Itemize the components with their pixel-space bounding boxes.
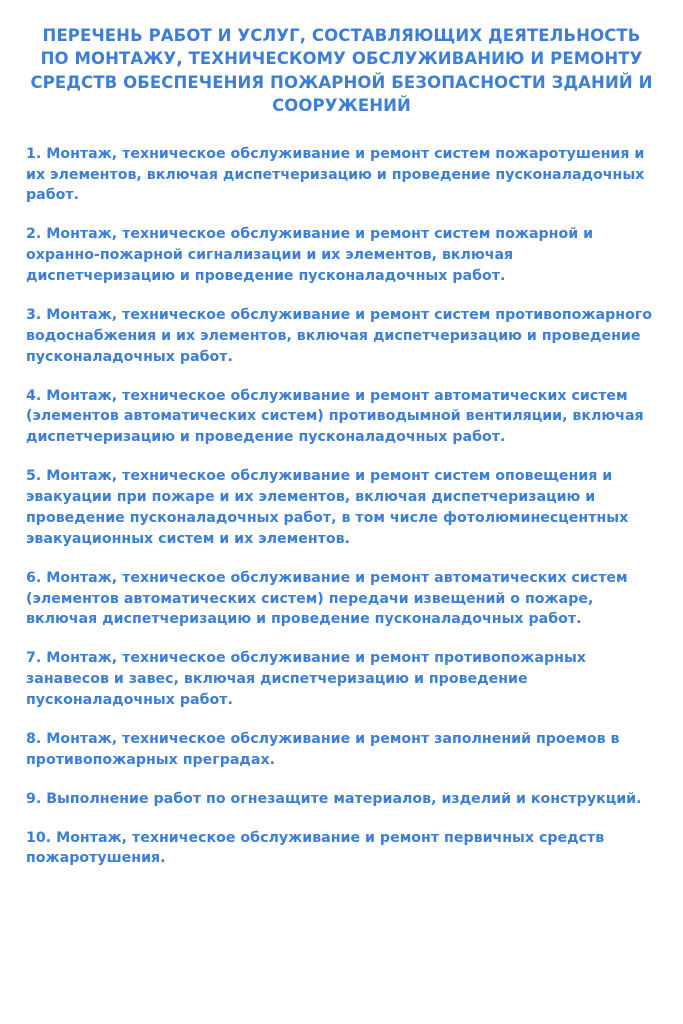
list-item: 1. Монтаж, техническое обслуживание и ремонт систем пожаротушения и их элементов, включая диспетчеризацию и проведение пусконаладочных работ. — [26, 145, 645, 204]
list-item: 10. Монтаж, техническое обслуживание и ремонт первичных средств пожаротушения. — [26, 829, 605, 867]
list-item: 4. Монтаж, техническое обслуживание и ремонт автоматических систем (элементов автоматических систем) противодымной вентиляции, включая диспетчеризацию и проведение пусконаладочных работ. — [26, 387, 644, 446]
list-item: 8. Монтаж, техническое обслуживание и ремонт заполнений проемов в противопожарных преградах. — [26, 730, 620, 768]
page-title: ПЕРЕЧЕНЬ РАБОТ И УСЛУГ, СОСТАВЛЯЮЩИХ ДЕЯТЕЛЬНОСТЬ ПО МОНТАЖУ, ТЕХНИЧЕСКОМУ ОБСЛУЖИВАНИЮ И РЕМОНТУ СРЕДСТВ ОБЕСПЕЧЕНИЯ ПОЖАРНОЙ БЕЗОПАСНОСТИ ЗДАНИЙ И СООРУЖЕНИЙ — [30, 26, 653, 116]
list-item: 7. Монтаж, техническое обслуживание и ремонт противопожарных занавесов и завес, включая диспетчеризацию и проведение пусконаладочных работ. — [26, 650, 586, 709]
list-item: 3. Монтаж, техническое обслуживание и ремонт систем противопожарного водоснабжения и их элементов, включая диспетчеризацию и проведение пусконаладочных работ. — [26, 306, 652, 365]
list-item: 9. Выполнение работ по огнезащите материалов, изделий и конструкций. — [26, 790, 642, 807]
list-item: 6. Монтаж, техническое обслуживание и ремонт автоматических систем (элементов автоматических систем) передачи извещений о пожаре, включая диспетчеризацию и проведение пусконаладочных работ. — [26, 569, 628, 628]
works-list — [26, 144, 657, 870]
list-item: 2. Монтаж, техническое обслуживание и ремонт систем пожарной и охранно-пожарной сигнализации и их элементов, включая диспетчеризацию и проведение пусконаладочных работ. — [26, 226, 594, 285]
list-item: 5. Монтаж, техническое обслуживание и ремонт систем оповещения и эвакуации при пожаре и их элементов, включая диспетчеризацию и проведение пусконаладочных работ, в том числе фотолюминесцентных эвакуационных систем и их элементов. — [26, 468, 629, 547]
